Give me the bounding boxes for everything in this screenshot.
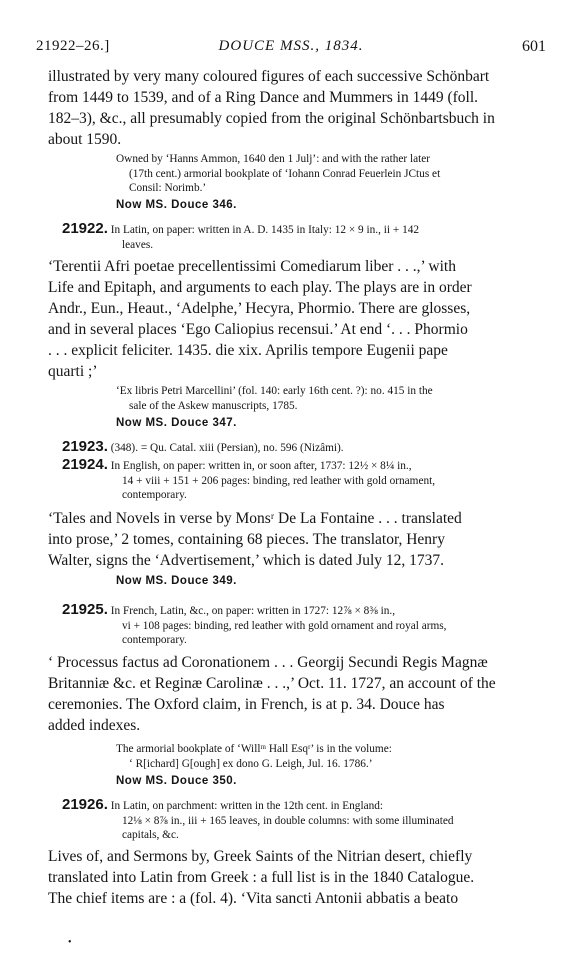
entry-21922-description [62, 222, 552, 252]
text-line: Andr., Eun., Heaut., ‘Adelphe,’ Hecyra, Phormio. There are glosses, [48, 300, 471, 317]
note-line: Consil: Norimb.’ [129, 182, 207, 194]
text-line: and in several places ‘Ego Caliopius recensui.’ At end ‘. . . Phormio [48, 321, 468, 338]
entry-21922-note [116, 384, 556, 413]
entry-21925-description [62, 603, 552, 648]
text-line: Walter, signs the ‘Advertisement,’ which is dated July 12, 1737. [48, 552, 445, 569]
page-number: 601 [522, 38, 546, 55]
text-line: ‘ Processus factus ad Coronationem . . . Georgij Secundi Regis Magnæ [48, 654, 488, 671]
text-line: about 1590. [48, 131, 122, 148]
entry-21925-note [116, 742, 556, 771]
shelfmark-text: Now MS. Douce 350. [116, 775, 237, 787]
shelfmark [116, 198, 571, 213]
running-header [36, 38, 546, 60]
margin-mark: • [68, 937, 72, 948]
text-line: ‘Terentii Afri poetae precellentissimi Comediarum liber . . .,’ with [48, 258, 456, 275]
entry-21923-description [62, 440, 552, 456]
desc-line: In English, on paper: written in, or soon after, 1737: 12½ × 8¼ in., [110, 460, 412, 472]
text-line: translated into Latin from Greek : a full list is in the 1840 Catalogue. [48, 869, 475, 886]
text-line: quarti ;’ [48, 363, 98, 380]
text-line: . . . explicit feliciter. 1435. die xix. Aprilis tempore Eugenii pape [48, 342, 448, 359]
entry-number: 21922. [62, 220, 108, 237]
entry-21924-body [48, 508, 552, 571]
note-line: Owned by ‘Hanns Ammon, 1640 den 1 Julj’: and with the rather later [116, 153, 431, 165]
text-line: The chief items are : a (fol. 4). ‘Vita sancti Antonii abbatis a beato [48, 890, 459, 907]
entry-21924-description [62, 458, 552, 503]
note-line: (17th cent.) armorial bookplate of ‘Iohann Conrad Feuerlein JCtus et [129, 167, 441, 180]
text-line: ceremonies. The Oxford claim, in French, is at p. 34. Douce has [48, 696, 445, 713]
text-line: 182–3), &c., all presumably copied from the original Schönbartsbuch in [48, 110, 495, 127]
text-line: Lives of, and Sermons by, Greek Saints of the Nitrian desert, chiefly [48, 848, 473, 865]
desc-line: contemporary. [122, 489, 187, 501]
desc-line: vi + 108 pages: binding, red leather with gold ornament and royal arms, [122, 619, 447, 632]
entry-number: 21925. [62, 601, 108, 618]
entry-21926-description [62, 798, 552, 843]
entry-21926-body [48, 846, 552, 909]
text-line: added indexes. [48, 717, 141, 734]
header-title: DOUCE MSS., 1834. [218, 38, 364, 54]
desc-line: 14 + viii + 151 + 206 pages: binding, red leather with gold ornament, [122, 474, 436, 487]
shelfmark [116, 574, 571, 589]
intro-paragraph [48, 66, 552, 150]
entry-21922-body [48, 256, 552, 382]
shelfmark-text: Now MS. Douce 349. [116, 575, 237, 587]
desc-line: In Latin, on paper: written in A. D. 1435 in Italy: 12 × 9 in., ii + 142 [110, 224, 420, 236]
provenance-note [116, 152, 556, 196]
text-line: from 1449 to 1539, and of a Ring Dance and Mummers in 1449 (foll. [48, 89, 479, 106]
desc-line: contemporary. [122, 634, 187, 646]
header-range: 21922–26.] [36, 38, 110, 54]
text-line: into prose,’ 2 tomes, containing 68 pieces. The translator, Henry [48, 531, 445, 548]
entry-21925-body [48, 652, 552, 736]
text-line: Britanniæ &c. et Reginæ Carolinæ . . .,’ Oct. 11. 1727, an account of the [48, 675, 496, 692]
note-line: ‘Ex libris Petri Marcellini’ (fol. 140: early 16th cent. ?): no. 415 in the [116, 385, 433, 397]
desc-line: In French, Latin, &c., on paper: written in 1727: 12⅞ × 8⅜ in., [110, 605, 396, 617]
desc-line: 12⅛ × 8⅞ in., iii + 165 leaves, in double columns: with some illuminated [122, 814, 454, 827]
text-line: Life and Epitaph, and arguments to each play. The plays are in order [48, 279, 472, 296]
shelfmark [116, 416, 571, 431]
shelfmark [116, 774, 571, 789]
desc-line: leaves. [122, 238, 154, 251]
entry-number: 21924. [62, 456, 108, 473]
entry-number: 21923. [62, 438, 108, 455]
desc-line: capitals, &c. [122, 829, 179, 841]
desc-line: In Latin, on parchment: written in the 12th cent. in England: [110, 800, 384, 812]
entry-number: 21926. [62, 796, 108, 813]
text-line: illustrated by very many coloured figures of each successive Schönbart [48, 68, 490, 85]
note-line: ‘ R[ichard] G[ough] ex dono G. Leigh, Jul. 16. 1786.’ [129, 757, 373, 770]
text-line: ‘Tales and Novels in verse by Monsʳ De La Fontaine . . . translated [48, 510, 462, 527]
shelfmark-text: Now MS. Douce 347. [116, 417, 237, 429]
note-line: sale of the Askew manuscripts, 1785. [129, 399, 298, 412]
note-line: The armorial bookplate of ‘Willᵐ Hall Esqʳ’ is in the volume: [116, 743, 392, 755]
desc-line: (348). = Qu. Catal. xiii (Persian), no. 596 (Nizâmi). [110, 442, 344, 454]
shelfmark-text: Now MS. Douce 346. [116, 199, 237, 211]
